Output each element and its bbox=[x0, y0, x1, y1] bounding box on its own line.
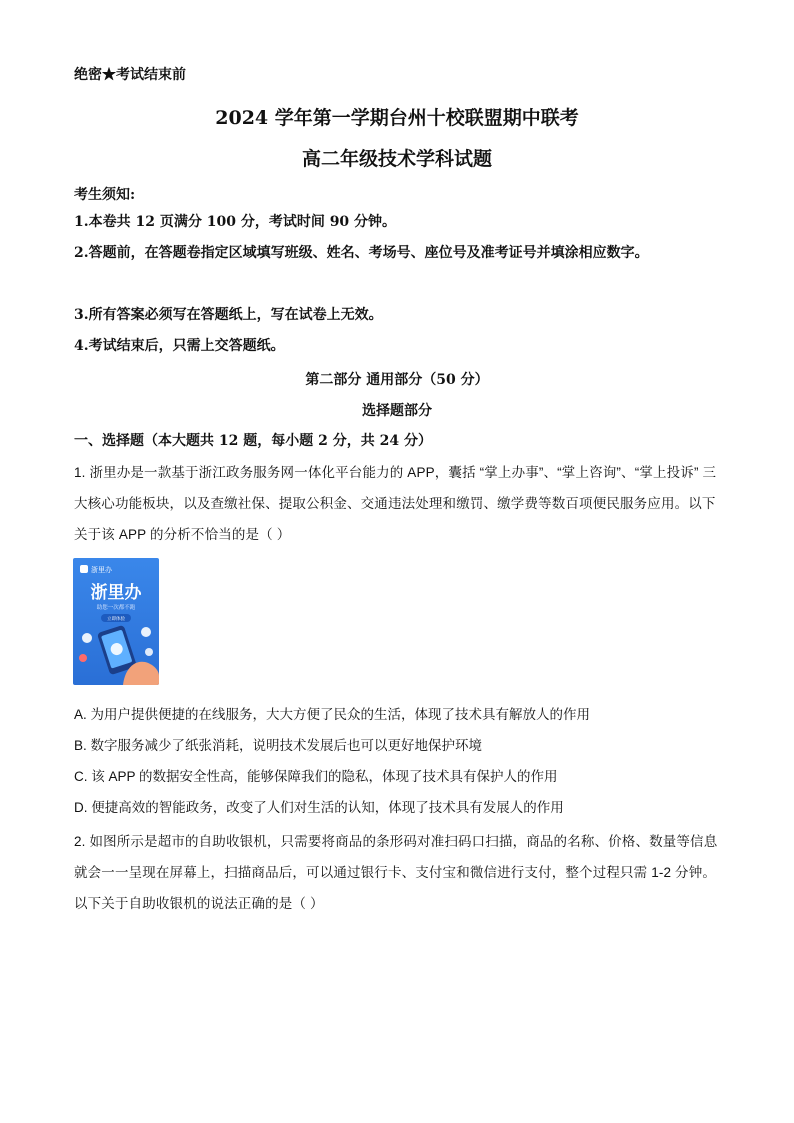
secret-mark: 绝密★考试结束前 bbox=[74, 67, 186, 83]
notice-item-1: 1.本卷共 12 页满分 100 分，考试时间 90 分钟。 bbox=[74, 214, 397, 230]
zheliban-app-image bbox=[73, 558, 159, 685]
part-title: 第二部分 通用部分（50 分） bbox=[305, 372, 489, 388]
question-2-stem: 2. 如图所示是超市的自助收银机，只需要将商品的条形码对准扫码口扫描，商品的名称、价格、数量等信息就会一一呈现在屏幕上，扫描商品后，可以通过银行卡、支付宝和微信进行支付，整个过程只需 1-2 分钟。以下关于自助收银机的说法正确的是（ ） bbox=[74, 834, 718, 911]
exam-subtitle: 高二年级技术学科试题 bbox=[301, 148, 492, 170]
brand-small-text: 浙里办 bbox=[91, 566, 112, 574]
message-icon bbox=[79, 654, 87, 662]
slogan-text: 助您一次都不跑 bbox=[96, 605, 136, 611]
question-1-option-a: A. 为用户提供便捷的在线服务，大大方便了民众的生活，体现了技术具有解放人的作用 bbox=[74, 707, 591, 722]
service-icon bbox=[82, 633, 92, 643]
home-icon bbox=[145, 648, 153, 656]
cta-text: 立即体验 bbox=[107, 617, 125, 622]
exam-title: 2024 学年第一学期台州十校联盟期中联考 bbox=[215, 107, 579, 129]
brand-big-text: 浙里办 bbox=[90, 583, 142, 603]
question-1-option-c: C. 该 APP 的数据安全性高，能够保障我们的隐私，体现了技术具有保护人的作用 bbox=[74, 769, 558, 784]
notice-item-3: 3.所有答案必须写在答题纸上，写在试卷上无效。 bbox=[74, 307, 383, 323]
question-1-option-d: D. 便捷高效的智能政务，改变了人们对生活的认知，体现了技术具有发展人的作用 bbox=[74, 800, 564, 815]
notice-item-4: 4.考试结束后，只需上交答题纸。 bbox=[74, 338, 285, 354]
notice-heading: 考生须知: bbox=[74, 187, 136, 203]
part-subtitle: 选择题部分 bbox=[362, 403, 432, 419]
section-title: 一、选择题（本大题共 12 题，每小题 2 分，共 24 分） bbox=[74, 433, 432, 449]
notice-item-2: 2.答题前，在答题卷指定区域填写班级、姓名、考场号、座位号及准考证号并填涂相应数字。 bbox=[74, 245, 649, 261]
question-1-option-b: B. 数字服务减少了纸张消耗，说明技术发展后也可以更好地保护环境 bbox=[74, 738, 483, 753]
app-logo-icon bbox=[80, 565, 88, 573]
camera-icon bbox=[141, 627, 151, 637]
question-1-stem: 1. 浙里办是一款基于浙江政务服务网一体化平台能力的 APP，囊括 “掌上办事”、“掌上咨询”、“掌上投诉” 三大核心功能板块，以及查缴社保、提取公积金、交通违法处理和缴罚、缴学费等数百项便民服务应用。以下关于该 APP 的分析不恰当的是（ ） bbox=[74, 465, 717, 542]
